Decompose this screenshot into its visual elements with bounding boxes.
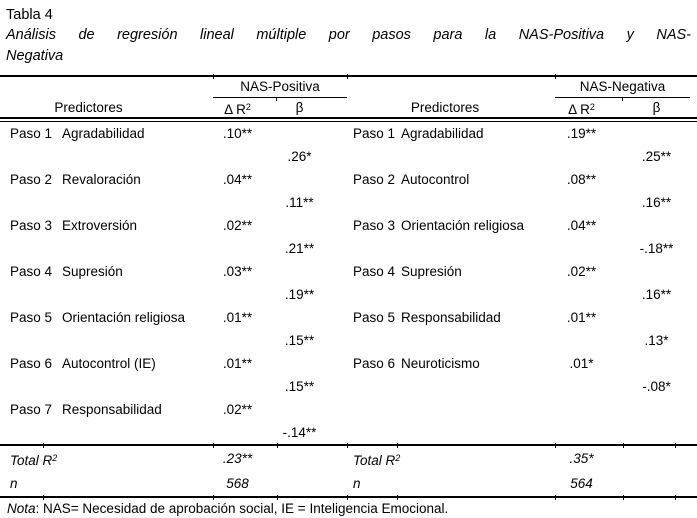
predictor-name: Extroversión bbox=[62, 218, 138, 233]
delta-r2-value: .01** bbox=[566, 310, 597, 325]
paso-label: Paso 6 bbox=[353, 356, 396, 371]
nas-positiva-spanner: NAS-Positiva bbox=[213, 77, 347, 98]
predictor-cell bbox=[0, 329, 213, 352]
column-junction-tick bbox=[397, 443, 398, 448]
beta-value bbox=[623, 260, 697, 283]
delta-r2-header-left bbox=[213, 98, 277, 119]
delta-r2-value bbox=[213, 375, 277, 398]
delta-r2-value: .02** bbox=[222, 402, 253, 417]
predictor-name: Neuroticismo bbox=[401, 356, 480, 371]
delta-r2-value bbox=[213, 237, 277, 260]
delta-r2-header-text: Δ R bbox=[224, 102, 246, 117]
delta-r2-value: .03** bbox=[222, 264, 253, 279]
table-bottom-rule bbox=[0, 496, 697, 498]
beta-value: .15** bbox=[284, 333, 315, 348]
table-note bbox=[0, 501, 697, 517]
paso-label: Paso 2 bbox=[353, 172, 396, 187]
delta-r2-value: .04** bbox=[222, 172, 253, 187]
delta-r2-value bbox=[555, 329, 623, 352]
beta-value: -.18** bbox=[639, 241, 674, 256]
nas-negativa-spanner-cell bbox=[555, 77, 690, 98]
delta-r2-header-sup: 2 bbox=[245, 102, 251, 112]
beta-value: .13* bbox=[644, 333, 669, 348]
predictor-name: Responsabilidad bbox=[62, 402, 162, 417]
paso-label: Paso 4 bbox=[10, 264, 53, 279]
table-row bbox=[0, 260, 697, 283]
table-row bbox=[0, 329, 697, 352]
predictor-cell bbox=[0, 191, 213, 214]
delta-r2-value bbox=[555, 283, 623, 306]
table-row bbox=[0, 421, 697, 444]
predictor-name: Supresión bbox=[401, 264, 462, 279]
delta-r2-value: .08** bbox=[566, 172, 597, 187]
column-junction-tick bbox=[555, 495, 556, 500]
predictor-name: Agradabilidad bbox=[62, 126, 145, 141]
column-junction-tick bbox=[213, 443, 214, 448]
column-junction-tick bbox=[675, 443, 676, 448]
table-row bbox=[0, 306, 697, 329]
beta-value bbox=[623, 214, 697, 237]
n-value-right: 564 bbox=[570, 476, 593, 491]
beta-value: .21** bbox=[284, 241, 315, 256]
beta-value bbox=[623, 398, 697, 421]
paso-label: Paso 5 bbox=[353, 310, 396, 325]
table-number-title: Tabla 4 bbox=[6, 7, 53, 23]
column-junction-tick bbox=[347, 74, 348, 79]
predictor-name: Autocontrol (IE) bbox=[62, 356, 156, 371]
empty-cell bbox=[347, 77, 555, 98]
predictor-name: Responsabilidad bbox=[401, 310, 501, 325]
predictor-cell bbox=[347, 375, 555, 398]
beta-header-right: β bbox=[652, 100, 661, 115]
delta-r2-value bbox=[555, 398, 623, 421]
beta-value: .11** bbox=[285, 195, 314, 210]
predictor-cell bbox=[0, 237, 213, 260]
column-junction-tick bbox=[622, 97, 623, 101]
predictor-cell bbox=[0, 306, 213, 329]
column-junction-tick bbox=[277, 443, 278, 448]
predictor-name: Revaloración bbox=[62, 172, 141, 187]
total-r2-label-right bbox=[347, 446, 555, 471]
beta-value bbox=[277, 352, 347, 375]
spacer bbox=[0, 67, 697, 75]
predictor-cell bbox=[347, 168, 555, 191]
beta-value: .16** bbox=[641, 195, 672, 210]
paso-label: Paso 7 bbox=[10, 402, 53, 417]
total-r2-label-sup: 2 bbox=[52, 453, 58, 463]
column-junction-tick bbox=[623, 495, 624, 500]
beta-value bbox=[277, 214, 347, 237]
column-header-row bbox=[0, 98, 697, 117]
delta-r2-value bbox=[213, 329, 277, 352]
table-row bbox=[0, 375, 697, 398]
predictores-header-left: Predictores bbox=[54, 100, 123, 115]
total-r2-label-left bbox=[0, 446, 213, 471]
predictor-cell bbox=[347, 283, 555, 306]
beta-value: -.14** bbox=[282, 425, 317, 440]
predictor-cell bbox=[347, 237, 555, 260]
note-text: : NAS= Necesidad de aprobación social, IE = Inteligencia Emocional. bbox=[35, 501, 449, 516]
paso-label: Paso 4 bbox=[353, 264, 396, 279]
table-row bbox=[0, 283, 697, 306]
n-label-left: n bbox=[10, 476, 18, 491]
table-caption-line2: Negativa bbox=[6, 48, 64, 64]
beta-value bbox=[277, 168, 347, 191]
nas-positiva-spanner-cell bbox=[213, 77, 347, 98]
n-label-right: n bbox=[353, 476, 361, 491]
delta-r2-value: .01** bbox=[222, 356, 253, 371]
predictor-cell bbox=[347, 421, 555, 444]
predictor-name: Orientación religiosa bbox=[62, 310, 186, 325]
delta-r2-value bbox=[555, 145, 623, 168]
delta-r2-header-text: Δ R bbox=[568, 102, 590, 117]
table-row bbox=[0, 168, 697, 191]
beta-value bbox=[623, 421, 697, 444]
empty-cell bbox=[623, 471, 697, 496]
paso-label: Paso 3 bbox=[10, 218, 53, 233]
predictor-cell bbox=[347, 306, 555, 329]
empty-cell bbox=[0, 77, 213, 98]
nas-negativa-spanner: NAS-Negativa bbox=[555, 77, 690, 98]
delta-r2-value: .02** bbox=[222, 218, 253, 233]
total-r2-row bbox=[0, 446, 697, 471]
total-r2-label-text: Total R bbox=[353, 453, 396, 468]
total-r2-value-right: .35* bbox=[569, 451, 594, 466]
beta-value bbox=[277, 398, 347, 421]
predictor-cell bbox=[347, 191, 555, 214]
beta-value: .25** bbox=[641, 149, 672, 164]
predictor-cell bbox=[0, 375, 213, 398]
table-row bbox=[0, 191, 697, 214]
table-row bbox=[0, 214, 697, 237]
predictor-cell bbox=[0, 214, 213, 237]
column-junction-tick bbox=[397, 495, 398, 500]
column-junction-tick bbox=[43, 495, 44, 500]
spanner-header-row bbox=[0, 77, 697, 98]
delta-r2-value bbox=[555, 191, 623, 214]
predictor-name: Agradabilidad bbox=[401, 126, 484, 141]
column-junction-tick bbox=[623, 443, 624, 448]
paso-label: Paso 6 bbox=[10, 356, 53, 371]
predictor-cell bbox=[347, 398, 555, 421]
empty-cell bbox=[277, 471, 347, 496]
beta-value: .26* bbox=[287, 149, 312, 164]
delta-r2-value bbox=[213, 283, 277, 306]
column-junction-tick bbox=[43, 443, 44, 448]
predictor-cell bbox=[0, 145, 213, 168]
predictor-name: Orientación religiosa bbox=[401, 218, 525, 233]
delta-r2-value bbox=[213, 421, 277, 444]
delta-r2-value bbox=[555, 375, 623, 398]
table-row bbox=[0, 145, 697, 168]
totals-top-rule bbox=[0, 444, 697, 446]
delta-r2-value bbox=[213, 145, 277, 168]
delta-r2-header-sup: 2 bbox=[589, 102, 595, 112]
predictor-cell bbox=[0, 283, 213, 306]
predictor-cell bbox=[0, 260, 213, 283]
delta-r2-value: .19** bbox=[566, 126, 597, 141]
beta-value bbox=[623, 122, 697, 145]
predictor-cell bbox=[347, 145, 555, 168]
paso-label: Paso 5 bbox=[10, 310, 53, 325]
predictor-cell bbox=[347, 122, 555, 145]
empty-cell bbox=[277, 446, 347, 471]
table-row bbox=[0, 352, 697, 375]
beta-value bbox=[623, 168, 697, 191]
delta-r2-value bbox=[555, 237, 623, 260]
predictores-header-right: Predictores bbox=[410, 100, 480, 115]
beta-value: .19** bbox=[284, 287, 315, 302]
beta-value bbox=[277, 122, 347, 145]
paso-label: Paso 1 bbox=[10, 126, 53, 141]
column-junction-tick bbox=[675, 495, 676, 500]
delta-r2-value: .01** bbox=[222, 310, 253, 325]
beta-value: -.08* bbox=[642, 379, 671, 394]
total-r2-label-text: Total R bbox=[10, 453, 53, 468]
empty-cell bbox=[623, 446, 697, 471]
column-junction-tick bbox=[347, 495, 348, 500]
predictor-cell bbox=[347, 260, 555, 283]
delta-r2-value bbox=[213, 191, 277, 214]
predictor-cell bbox=[0, 421, 213, 444]
table-row bbox=[0, 398, 697, 421]
predictor-cell bbox=[0, 352, 213, 375]
predictor-name: Autocontrol bbox=[401, 172, 470, 187]
predictor-cell bbox=[0, 122, 213, 145]
beta-value bbox=[277, 306, 347, 329]
table-row bbox=[0, 237, 697, 260]
predictor-cell bbox=[347, 214, 555, 237]
total-r2-label-sup: 2 bbox=[395, 453, 401, 463]
table-caption-line1: Análisis de regresión lineal múltiple por pasos para la NAS-Positiva y NAS- bbox=[6, 27, 691, 43]
note-label: Nota bbox=[7, 501, 36, 516]
beta-value: .16** bbox=[641, 287, 672, 302]
delta-r2-value: .02** bbox=[566, 264, 597, 279]
column-junction-tick bbox=[213, 495, 214, 500]
delta-r2-value: .04** bbox=[566, 218, 597, 233]
predictor-cell bbox=[0, 168, 213, 191]
column-junction-tick bbox=[347, 443, 348, 448]
table-caption bbox=[0, 25, 697, 67]
column-junction-tick bbox=[555, 443, 556, 448]
n-value-left: 568 bbox=[226, 476, 249, 491]
n-row bbox=[0, 471, 697, 496]
beta-header-left: β bbox=[295, 100, 304, 115]
predictor-cell bbox=[347, 329, 555, 352]
beta-value bbox=[623, 306, 697, 329]
predictor-cell bbox=[347, 352, 555, 375]
delta-r2-value: .10** bbox=[222, 126, 253, 141]
predictor-cell bbox=[0, 398, 213, 421]
beta-value bbox=[277, 260, 347, 283]
delta-r2-value: .01* bbox=[569, 356, 594, 371]
column-junction-tick bbox=[277, 495, 278, 500]
paso-label: Paso 1 bbox=[353, 126, 396, 141]
delta-r2-header-right bbox=[555, 98, 623, 119]
paso-label: Paso 3 bbox=[353, 218, 396, 233]
paso-label: Paso 2 bbox=[10, 172, 53, 187]
delta-r2-value bbox=[555, 421, 623, 444]
column-junction-tick bbox=[276, 97, 277, 101]
table-body bbox=[0, 122, 697, 444]
beta-value: .15** bbox=[284, 379, 315, 394]
total-r2-value-left: .23** bbox=[222, 451, 253, 466]
predictor-name: Supresión bbox=[62, 264, 123, 279]
table-row bbox=[0, 122, 697, 145]
beta-value bbox=[623, 352, 697, 375]
